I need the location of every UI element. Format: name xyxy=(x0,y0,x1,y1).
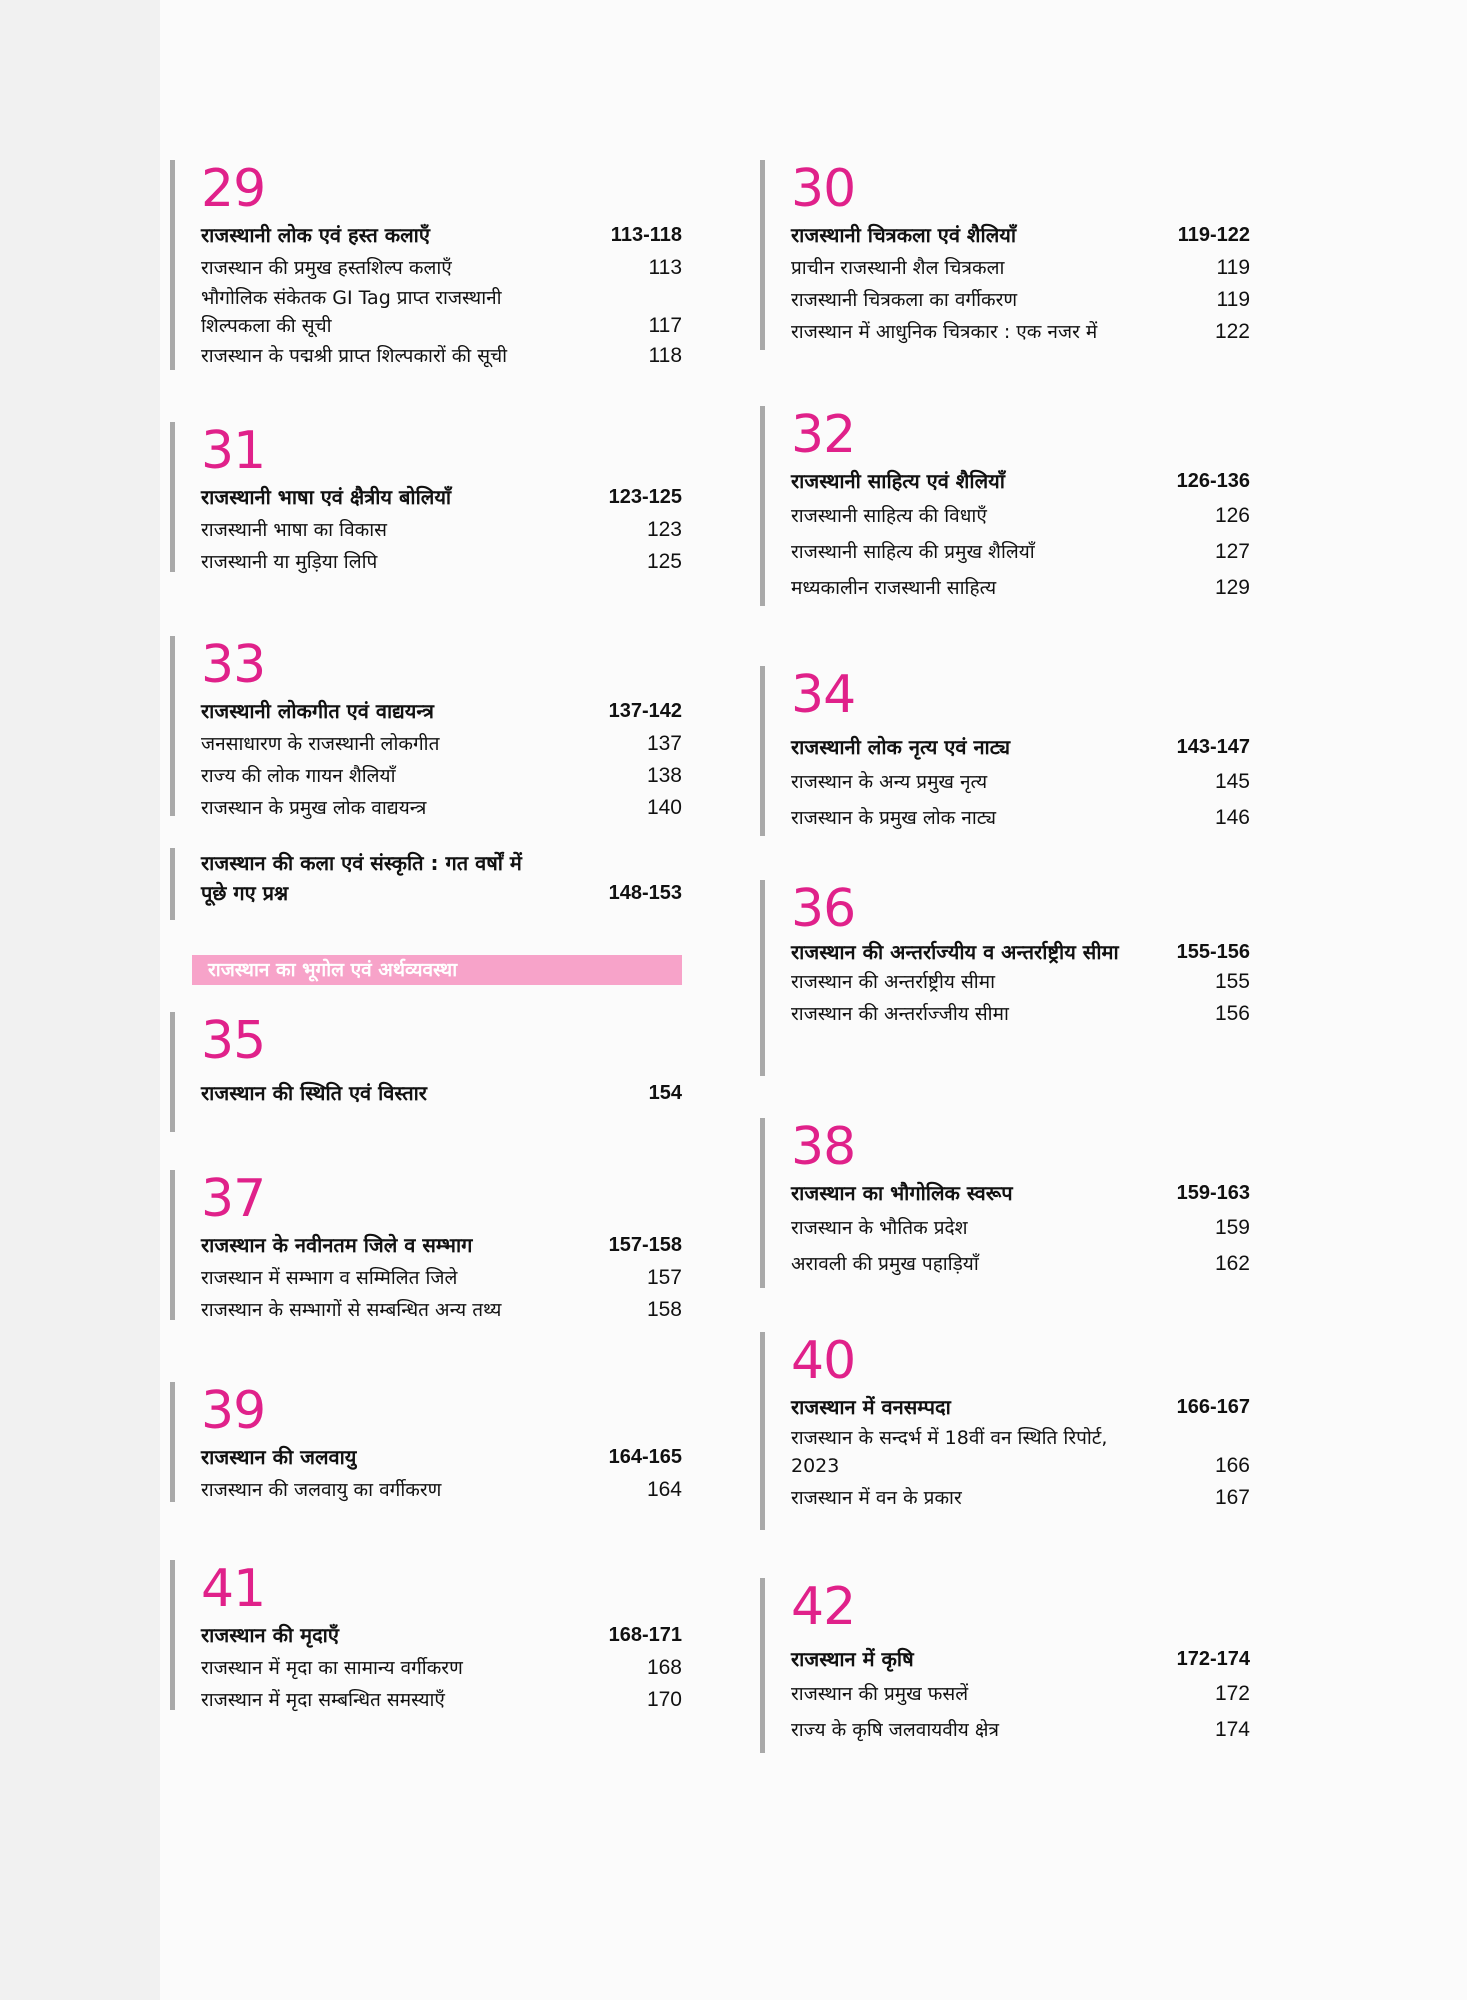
chapter-number: 32 xyxy=(791,405,856,465)
toc-entry[interactable]: राजस्थान के सम्भागों से सम्बन्धित अन्य तथ्य 158 xyxy=(201,1298,682,1321)
chapter-37 xyxy=(170,1170,682,1320)
chapter-number: 30 xyxy=(791,159,856,219)
chapter-31 xyxy=(170,422,682,572)
chapter-number: 42 xyxy=(791,1577,856,1637)
chapter-heading[interactable]: राजस्थान का भौगोलिक स्वरूप 159-163 xyxy=(791,1181,1250,1205)
chapter-number: 41 xyxy=(201,1559,266,1619)
toc-entry[interactable]: राजस्थानी साहित्य की प्रमुख शैलियाँ 127 xyxy=(791,540,1250,563)
toc-entry[interactable]: राजस्थान की अन्तर्राष्ट्रीय सीमा 155 xyxy=(791,970,1250,993)
chapter-39 xyxy=(170,1382,682,1502)
toc-entry[interactable]: जनसाधारण के राजस्थानी लोकगीत 137 xyxy=(201,732,682,755)
chapter-33 xyxy=(170,635,682,819)
toc-entry[interactable]: राजस्थान की प्रमुख हस्तशिल्प कलाएँ 113 xyxy=(201,256,682,279)
chapter-heading[interactable]: राजस्थानी लोक एवं हस्त कलाएँ 113-118 xyxy=(201,223,682,247)
chapter-heading[interactable]: राजस्थान की स्थिति एवं विस्तार 154 xyxy=(201,1081,682,1105)
chapter-heading[interactable]: राजस्थान की कला एवं संस्कृति : गत वर्षों में पूछे गए प्रश्न 148-153 xyxy=(201,851,682,905)
chapter-number: 37 xyxy=(201,1169,266,1229)
toc-entry[interactable]: राजस्थान में वन के प्रकार 167 xyxy=(791,1486,1250,1509)
chapter-heading[interactable]: राजस्थानी भाषा एवं क्षैत्रीय बोलियाँ 123-125 xyxy=(201,485,682,509)
chapter-30 xyxy=(760,160,1250,350)
toc-entry[interactable]: राजस्थान के प्रमुख लोक नाट्य 146 xyxy=(791,806,1250,829)
toc-entry[interactable]: राज्य की लोक गायन शैलियाँ 138 xyxy=(201,764,682,787)
toc-entry[interactable]: राजस्थान में मृदा सम्बन्धित समस्याएँ 170 xyxy=(201,1688,682,1711)
toc-entry[interactable]: राजस्थानी भाषा का विकास 123 xyxy=(201,518,682,541)
chapter-36 xyxy=(760,880,1250,1076)
chapter-number: 31 xyxy=(201,421,266,481)
chapter-heading[interactable]: राजस्थान की जलवायु 164-165 xyxy=(201,1445,682,1469)
toc-entry[interactable]: राजस्थान की प्रमुख फसलें 172 xyxy=(791,1682,1250,1705)
chapter-heading[interactable]: राजस्थानी लोक नृत्य एवं नाट्य 143-147 xyxy=(791,735,1250,759)
chapter-number: 35 xyxy=(201,1011,266,1071)
chapter-number: 38 xyxy=(791,1117,856,1177)
chapter-heading[interactable]: राजस्थान की अन्तर्राज्यीय व अन्तर्राष्ट्रीय सीमा 155-156 xyxy=(791,940,1250,964)
toc-entry[interactable]: राजस्थान के भौतिक प्रदेश 159 xyxy=(791,1216,1250,1239)
chapter-number: 33 xyxy=(201,635,266,695)
chapter-number: 39 xyxy=(201,1381,266,1441)
toc-entry[interactable]: राजस्थानी चित्रकला का वर्गीकरण 119 xyxy=(791,288,1250,311)
toc-entry[interactable]: अरावली की प्रमुख पहाड़ियाँ 162 xyxy=(791,1252,1250,1275)
chapter-40 xyxy=(760,1332,1250,1530)
chapter-heading[interactable]: राजस्थान में कृषि 172-174 xyxy=(791,1647,1250,1671)
toc-entry[interactable]: राजस्थान में मृदा का सामान्य वर्गीकरण 168 xyxy=(201,1656,682,1679)
toc-entry[interactable]: राजस्थान में सम्भाग व सम्मिलित जिले 157 xyxy=(201,1266,682,1289)
chapter-number: 29 xyxy=(201,159,266,219)
toc-entry[interactable]: राजस्थान में आधुनिक चित्रकार : एक नजर में 122 xyxy=(791,320,1250,343)
chapter-42 xyxy=(760,1578,1250,1753)
toc-entry[interactable]: राज्य के कृषि जलवायवीय क्षेत्र 174 xyxy=(791,1718,1250,1741)
toc-entry[interactable]: राजस्थानी साहित्य की विधाएँ 126 xyxy=(791,504,1250,527)
page-margin-strip xyxy=(0,0,160,2000)
toc-entry[interactable]: प्राचीन राजस्थानी शैल चित्रकला 119 xyxy=(791,256,1250,279)
chapter-35 xyxy=(170,1012,682,1132)
chapter-38 xyxy=(760,1118,1250,1288)
chapter-heading[interactable]: राजस्थान के नवीनतम जिले व सम्भाग 157-158 xyxy=(201,1233,682,1257)
toc-entry[interactable]: राजस्थान के सन्दर्भ में 18वीं वन स्थिति रिपोर्ट, 2023 166 xyxy=(791,1427,1250,1477)
chapter-heading[interactable]: राजस्थानी लोकगीत एवं वाद्ययन्त्र 137-142 xyxy=(201,699,682,723)
chapter-heading[interactable]: राजस्थानी साहित्य एवं शैलियाँ 126-136 xyxy=(791,469,1250,493)
chapter-heading[interactable]: राजस्थानी चित्रकला एवं शैलियाँ 119-122 xyxy=(791,223,1250,247)
toc-entry[interactable]: राजस्थान की जलवायु का वर्गीकरण 164 xyxy=(201,1478,682,1501)
chapter-number: 36 xyxy=(791,879,856,939)
toc-entry[interactable]: राजस्थान के पद्मश्री प्राप्त शिल्पकारों की सूची 118 xyxy=(201,344,682,367)
chapter-previous-year-questions xyxy=(170,848,682,920)
chapter-heading[interactable]: राजस्थान में वनसम्पदा 166-167 xyxy=(791,1395,1250,1419)
toc-entry[interactable]: राजस्थान के प्रमुख लोक वाद्ययन्त्र 140 xyxy=(201,796,682,819)
chapter-34 xyxy=(760,666,1250,836)
toc-entry[interactable]: भौगोलिक संकेतक GI Tag प्राप्त राजस्थानी शिल्पकला की सूची 117 xyxy=(201,287,682,337)
toc-entry[interactable]: राजस्थान के अन्य प्रमुख नृत्य 145 xyxy=(791,770,1250,793)
chapter-number: 34 xyxy=(791,665,856,725)
chapter-41 xyxy=(170,1560,682,1710)
chapter-32 xyxy=(760,406,1250,606)
chapter-heading[interactable]: राजस्थान की मृदाएँ 168-171 xyxy=(201,1623,682,1647)
section-band: राजस्थान का भूगोल एवं अर्थव्यवस्था xyxy=(192,955,682,985)
toc-entry[interactable]: राजस्थानी या मुड़िया लिपि 125 xyxy=(201,550,682,573)
toc-entry[interactable]: राजस्थान की अन्तर्राज्जीय सीमा 156 xyxy=(791,1002,1250,1025)
chapter-29 xyxy=(170,160,682,370)
chapter-number: 40 xyxy=(791,1331,856,1391)
toc-entry[interactable]: मध्यकालीन राजस्थानी साहित्य 129 xyxy=(791,576,1250,599)
